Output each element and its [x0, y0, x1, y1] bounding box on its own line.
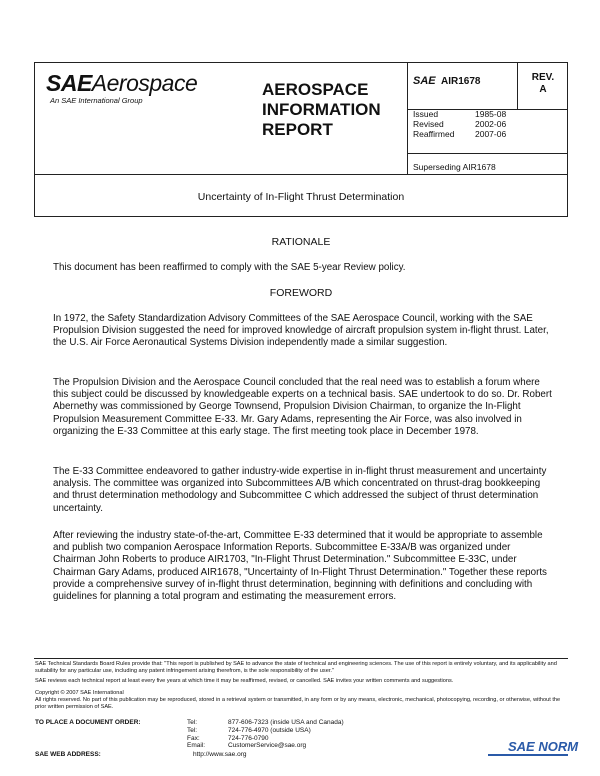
web-address-label: SAE WEB ADDRESS:: [35, 751, 101, 758]
foreword-paragraph: The E-33 Committee endeavored to gather industry-wide expertise in in-flight thrust measurement and uncertainty analysis. The committee was organized into Subcommittees A/B which concentrated on thrust-drag bookkeeping and thrust determination methodology and Subcommittee C which addressed the subject of thrust determination uncertainty.: [53, 466, 547, 514]
sae-norm-watermark: SAE NORM: [508, 739, 579, 754]
rationale-text: This document has been reaffirmed to comply with the SAE 5-year Review policy.: [53, 262, 406, 273]
rights-notice: All rights reserved. No part of this publication may be reproduced, stored in a retrieval system or transmitted, in any form or by any means, electronic, mechanical, photocopying, recording, or otherwise, without the prior written permission of SAE.: [35, 697, 561, 710]
review-notice: SAE reviews each technical report at least every five years at which time it may be reaffirmed, revised, or cancelled. SAE invites your written comments and suggestions.: [35, 678, 454, 684]
sae-aerospace-logo: SAEAerospace: [46, 70, 198, 96]
document-type-title: AEROSPACE INFORMATION REPORT: [262, 80, 381, 139]
order-info: TO PLACE A DOCUMENT ORDER: Tel: 877-606-7323 (inside USA and Canada) Tel: 724-776-4970 (outside USA) Fax: 724-776-0790 Email: CustomerService@sae.org: [35, 719, 435, 751]
web-address-link[interactable]: http://www.sae.org: [193, 751, 247, 758]
watermark-underline: [488, 754, 568, 756]
document-number: AIR1678: [441, 76, 481, 87]
standards-notice: SAE Technical Standards Board Rules provide that: "This report is published by SAE to advance the state of technical and engineering sciences. The use of this report is entirely voluntary, and its applicability and suitability for any particular use, including any patent infringement arising therefrom, is the sole responsibility of the user.": [35, 661, 557, 674]
foreword-paragraph: After reviewing the industry state-of-the-art, Committee E-33 determined that it would be appropriate to assemble and publish two companion Aerospace Information Reports. Subcommittee E-33A/B was organized under Chairman John Roberts to produce AIR1703, "In-Flight Thrust Determination." Subcommittee E-33C, under Chairman Gary Adams, produced AIR1678, "Uncertainty of In-Flight Thrust Determination." Together these reports provide a comprehensive survey of in-flight thrust determination, beginning with definitions and concluding with guidelines for planning a total program and estimating the measurement errors.: [53, 530, 547, 603]
foreword-heading: FOREWORD: [269, 287, 333, 299]
logo-subtitle: An SAE International Group: [50, 96, 143, 105]
foreword-paragraph: In 1972, the Safety Standardization Advisory Committees of the SAE Aerospace Council, working with the SAE Propulsion Division suggested the need for improved knowledge of aircraft propulsion system in-flight thrust. Later, the U.S. Air Force Aeronautical Systems Division independently made a similar suggestion.: [53, 313, 549, 349]
footer-divider: [34, 658, 568, 659]
copyright: Copyright © 2007 SAE International: [35, 690, 124, 696]
rationale-heading: RATIONALE: [271, 236, 331, 248]
superseding-note: Superseding AIR1678: [413, 162, 496, 172]
sae-small-logo: SAE: [413, 75, 436, 87]
foreword-paragraph: The Propulsion Division and the Aerospace Council concluded that the real need was to establish a forum where this subject could be discussed by knowledgeable experts on a technical basis. SAE undertook to do so. Dr. Robert Abernethy was commissioned by George Townsend, Propulsion Division Chairman, to organize the In-Flight Propulsion Measurement Committee E-33. Mr. Gary Adams, representing the Air Force, was also involved in organizing the E-33 Committee at this early stage. The first meeting took place in December 1978.: [53, 377, 552, 437]
revision-indicator: REV. A: [531, 72, 555, 95]
document-title: Uncertainty of In-Flight Thrust Determination: [197, 191, 405, 203]
document-dates: Issued 1985-08 Revised 2002-06 Reaffirmed 2007-06: [413, 109, 507, 139]
email-link[interactable]: CustomerService@sae.org: [228, 742, 307, 750]
